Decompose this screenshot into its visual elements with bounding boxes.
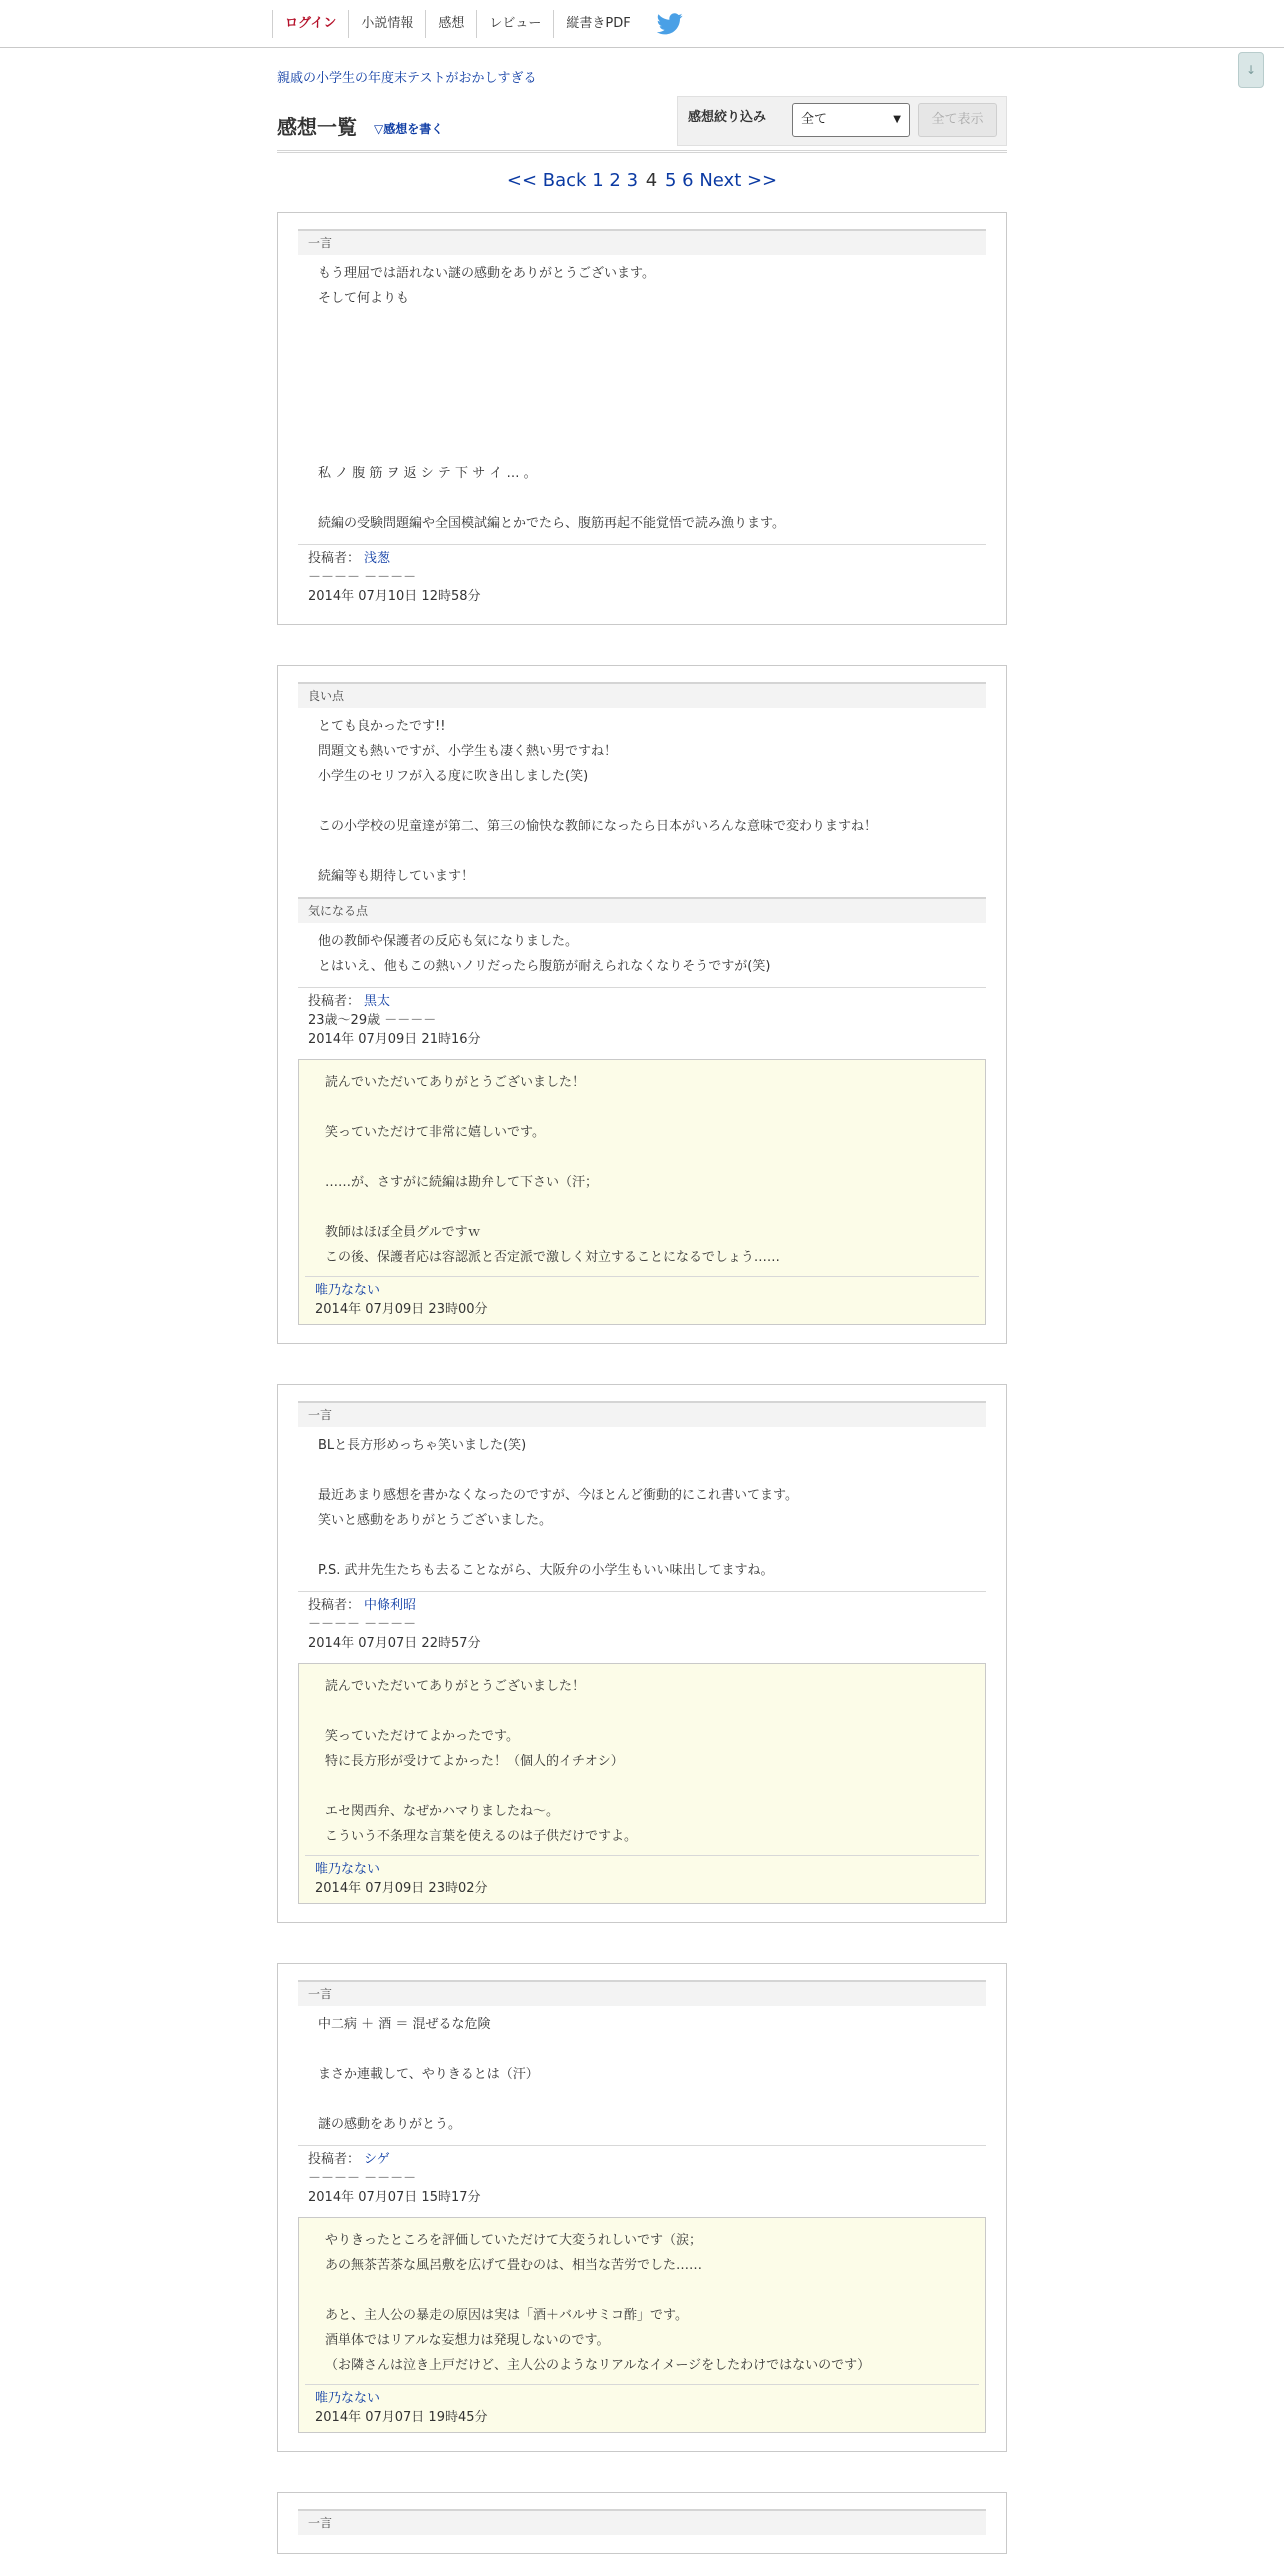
- review-text-line: そして何よりも: [318, 291, 410, 306]
- write-impression-link[interactable]: ▽感想を書く: [374, 122, 444, 136]
- author-reply: [298, 2217, 986, 2433]
- reply-text-line: 読んでいただいてありがとうございました！: [325, 1679, 586, 1694]
- reply-text-line: 笑っていただけてよかったです。: [325, 1729, 519, 1744]
- reply-author-link[interactable]: 唯乃なない: [315, 1862, 381, 1877]
- review-section-body: [298, 255, 986, 544]
- nav-impressions-link[interactable]: 感想: [425, 10, 476, 38]
- review-meta: [298, 2145, 986, 2207]
- pager-page-current: 4: [645, 170, 658, 191]
- impressions-header: [277, 96, 1007, 153]
- review-card: [277, 665, 1007, 1344]
- review-list: [277, 212, 1007, 2554]
- review-text-line: [318, 2037, 966, 2062]
- review-card: [277, 212, 1007, 625]
- twitter-bird-icon[interactable]: [657, 13, 683, 35]
- pager-page-2[interactable]: 2: [609, 170, 621, 191]
- reply-text-line: こういう不条理な言葉を使えるのは子供だけですよ。: [325, 1829, 638, 1844]
- review-section-heading: 良い点: [298, 682, 986, 708]
- review-section-heading: 一言: [298, 229, 986, 255]
- reply-text-line: この後、保護者応は容認派と否定派で激しく対立することになるでしょう……: [325, 1250, 780, 1265]
- review-text-line: もう理屈では語れない謎の感動をありがとうございます。: [318, 266, 655, 281]
- poster-label: 投稿者：: [308, 551, 361, 566]
- author-reply: [298, 1663, 986, 1904]
- review-section-heading: 一言: [298, 1401, 986, 1427]
- reply-text-line: あの無茶苦茶な風呂敷を広げて畳むのは、相当な苦労でした……: [325, 2258, 703, 2273]
- poster-age: －－－－ －－－－: [308, 1617, 417, 1632]
- reply-meta: [305, 1855, 979, 1898]
- review-section-heading: 一言: [298, 1980, 986, 2006]
- reply-text-line: [325, 1774, 959, 1799]
- review-text-line: [318, 411, 966, 436]
- chevron-down-icon: ▼: [893, 114, 901, 125]
- filter-select[interactable]: [792, 103, 910, 137]
- review-date: 2014年 07月07日 15時17分: [308, 2190, 481, 2205]
- reply-meta: [305, 2384, 979, 2427]
- review-text-line: とても良かったです!!: [318, 719, 446, 734]
- review-text-line: この小学校の児童達が第二、第三の愉快な教師になったら日本がいろんな意味で変わりますね！: [318, 819, 878, 834]
- review-text-line: [318, 361, 966, 386]
- review-date: 2014年 07月09日 21時16分: [308, 1032, 481, 1047]
- review-text-line: 続編等も期待しています！: [318, 869, 475, 884]
- filter-label: 感想絞り込み: [688, 110, 767, 125]
- review-section-body: [298, 708, 986, 897]
- poster-name-link[interactable]: 中條利昭: [364, 1598, 417, 1613]
- review-text-line: [318, 1458, 966, 1483]
- reply-text-line: あと、主人公の暴走の原因は実は「酒＋バルサミコ酢」です。: [325, 2308, 688, 2323]
- review-meta: [298, 987, 986, 1049]
- review-text-line: [318, 436, 966, 461]
- review-meta: [298, 1591, 986, 1653]
- review-text-line: P.S. 武井先生たちも去ることながら、大阪弁の小学生もいい味出してますね。: [318, 1563, 774, 1578]
- reply-text-line: 笑っていただけて非常に嬉しいです。: [325, 1125, 545, 1140]
- poster-name-link[interactable]: シゲ: [364, 2152, 390, 2167]
- reply-text-line: （お隣さんは泣き上戸だけど、主人公のようなリアルなイメージをしたわけではないのです）: [325, 2358, 871, 2373]
- reply-text-line: やりきったところを評価していただけて大変うれしいです（涙；: [325, 2233, 703, 2248]
- review-text-line: 謎の感動をありがとう。: [318, 2117, 462, 2132]
- nav-login-link[interactable]: ログイン: [272, 10, 348, 38]
- pager-page-6[interactable]: 6: [682, 170, 694, 191]
- reply-text-line: 酒単体ではリアルな妄想力は発現しないのです。: [325, 2333, 610, 2348]
- reply-text-line: [325, 1145, 959, 1170]
- page-title: 感想一覧: [277, 115, 357, 139]
- poster-age: －－－－ －－－－: [308, 570, 417, 585]
- author-reply: [298, 1059, 986, 1325]
- filter-select-value: 全て: [801, 112, 828, 127]
- nav-menu: [272, 10, 683, 38]
- review-text-line: [318, 789, 966, 814]
- poster-label: 投稿者：: [308, 1598, 361, 1613]
- review-card: [277, 1963, 1007, 2452]
- reply-author-link[interactable]: 唯乃なない: [315, 2391, 381, 2406]
- reply-body: [305, 2228, 979, 2384]
- review-text-line: [318, 336, 966, 361]
- poster-age: 23歳～29歳 －－－－: [308, 1013, 437, 1028]
- review-text-line: 私 ノ 腹 筋 ヲ 返 シ テ 下 サ イ … 。: [318, 466, 537, 481]
- reply-text-line: 教師はほぼ全員グルですｗ: [325, 1225, 481, 1240]
- review-text-line: まさか連載して、やりきるとは（汗）: [318, 2067, 539, 2082]
- reply-date: 2014年 07月07日 19時45分: [315, 2410, 488, 2425]
- review-date: 2014年 07月10日 12時58分: [308, 589, 481, 604]
- review-text-line: [318, 2087, 966, 2112]
- top-navigation-bar: [0, 0, 1284, 48]
- reply-body: [305, 1674, 979, 1855]
- review-text-line: 最近あまり感想を書かなくなったのですが、今ほとんど衝動的にこれ書いてます。: [318, 1488, 798, 1503]
- review-text-line: [318, 486, 966, 511]
- reply-text-line: エセ関西弁、なぜかハマりましたね～。: [325, 1804, 560, 1819]
- review-text-line: 中二病 ＋ 酒 ＝ 混ぜるな危険: [318, 2017, 491, 2032]
- review-section-body: [298, 2006, 986, 2145]
- review-text-line: 続編の受験問題編や全国模試編とかでたら、腹筋再起不能覚悟で読み漁ります。: [318, 516, 785, 531]
- review-section-heading: 一言: [298, 2509, 986, 2535]
- review-text-line: [318, 1533, 966, 1558]
- nav-novel-info-link[interactable]: 小説情報: [348, 10, 425, 38]
- pager-next-link[interactable]: Next >>: [699, 170, 778, 191]
- poster-name-link[interactable]: 黒太: [364, 994, 391, 1009]
- reply-text-line: [325, 1095, 959, 1120]
- reply-body: [305, 1070, 979, 1276]
- show-all-button[interactable]: 全て表示: [918, 103, 997, 137]
- reply-date: 2014年 07月09日 23時02分: [315, 1881, 488, 1896]
- review-text-line: 小学生のセリフが入る度に吹き出しました(笑): [318, 769, 589, 784]
- poster-age: －－－－ －－－－: [308, 2171, 417, 2186]
- reply-text-line: [325, 2278, 959, 2303]
- review-text-line: 笑いと感動をありがとうございました。: [318, 1513, 553, 1528]
- reply-author-link[interactable]: 唯乃なない: [315, 1283, 381, 1298]
- novel-title-link[interactable]: 親戚の小学生の年度末テストがおかしすぎる: [277, 71, 537, 86]
- filter-box: [677, 96, 1007, 146]
- review-section-heading: 気になる点: [298, 897, 986, 923]
- pager-page-5[interactable]: 5: [664, 170, 677, 191]
- reply-text-line: 読んでいただいてありがとうございました！: [325, 1075, 586, 1090]
- reply-text-line: ……が、さすがに続編は勘弁して下さい（汗；: [325, 1175, 599, 1190]
- pager-page-3[interactable]: 3: [626, 170, 639, 191]
- nav-vertical-pdf-link[interactable]: 縦書きPDF: [553, 10, 642, 38]
- reply-text-line: [325, 1195, 959, 1220]
- review-text-line: とはいえ、他もこの熱いノリだったら腹筋が耐えられなくなりそうですが(笑): [318, 959, 771, 974]
- review-text-line: [318, 311, 966, 336]
- review-section-body: [298, 923, 986, 987]
- reply-date: 2014年 07月09日 23時00分: [315, 1302, 488, 1317]
- scroll-down-button[interactable]: ↓: [1238, 52, 1264, 88]
- pager-back-link[interactable]: << Back: [506, 170, 587, 191]
- nav-review-link[interactable]: レビュー: [476, 10, 553, 38]
- pager-page-1[interactable]: 1: [592, 170, 604, 191]
- review-text-line: BLと長方形めっちゃ笑いました(笑): [318, 1438, 527, 1453]
- poster-name-link[interactable]: 浅葱: [364, 551, 391, 566]
- pagination: [277, 170, 1007, 191]
- review-card: [277, 2492, 1007, 2554]
- poster-label: 投稿者：: [308, 994, 361, 1009]
- reply-text-line: 特に長方形が受けてよかった！（個人的イチオシ）: [325, 1754, 624, 1769]
- review-text-line: [318, 386, 966, 411]
- review-text-line: 他の教師や保護者の反応も気になりました。: [318, 934, 579, 949]
- poster-label: 投稿者：: [308, 2152, 361, 2167]
- main-content: [277, 48, 1007, 2554]
- review-text-line: [318, 839, 966, 864]
- review-text-line: 問題文も熱いですが、小学生も凄く熱い男ですね！: [318, 744, 618, 759]
- reply-text-line: [325, 1699, 959, 1724]
- review-meta: [298, 544, 986, 606]
- reply-meta: [305, 1276, 979, 1319]
- review-date: 2014年 07月07日 22時57分: [308, 1636, 481, 1651]
- review-card: [277, 1384, 1007, 1923]
- review-section-body: [298, 1427, 986, 1591]
